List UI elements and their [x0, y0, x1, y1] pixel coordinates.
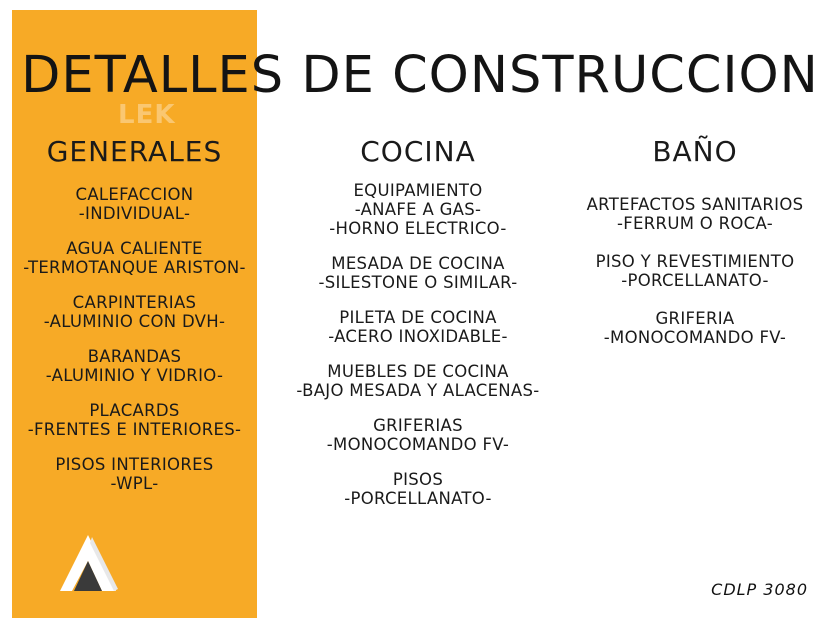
- spec-label: CARPINTERIAS: [72, 293, 197, 312]
- spec-value: -INDIVIDUAL-: [78, 204, 191, 223]
- spec-group: [268, 308, 568, 346]
- column-bano: [560, 135, 830, 366]
- column-cocina: [268, 135, 568, 524]
- spec-value: -PORCELLANATO-: [621, 271, 769, 290]
- spec-group: [268, 181, 568, 238]
- footer-code: CDLP 3080: [711, 580, 808, 599]
- spec-value: -MONOCOMANDO FV-: [603, 328, 787, 347]
- spec-value: -FRENTES E INTERIORES-: [27, 420, 242, 439]
- spec-group: [12, 185, 257, 223]
- spec-label: PISOS: [392, 470, 444, 489]
- spec-group: [560, 309, 830, 347]
- spec-label: MESADA DE COCINA: [331, 254, 505, 273]
- spec-value: -WPL-: [110, 474, 159, 493]
- column-generales: [12, 135, 257, 509]
- spec-label: GRIFERIAS: [373, 416, 463, 435]
- spec-value: -TERMOTANQUE ARISTON-: [23, 258, 246, 277]
- spec-group: [12, 401, 257, 439]
- spec-group: [12, 455, 257, 493]
- column-heading: BAÑO: [652, 135, 738, 168]
- spec-value: -PORCELLANATO-: [344, 489, 492, 508]
- spec-value: -SILESTONE O SIMILAR-: [318, 273, 518, 292]
- spec-group: [268, 362, 568, 400]
- spec-value: -ANAFE A GAS-: [354, 200, 482, 219]
- spec-label: MUEBLES DE COCINA: [327, 362, 509, 381]
- spec-value: -HORNO ELECTRICO-: [329, 219, 507, 238]
- page-title: DETALLES DE CONSTRUCCION: [21, 46, 819, 105]
- spec-group: [12, 239, 257, 277]
- column-heading: GENERALES: [46, 135, 223, 168]
- spec-value: -FERRUM O ROCA-: [617, 214, 773, 233]
- spec-value: -ALUMINIO Y VIDRIO-: [45, 366, 224, 385]
- spec-label: PILETA DE COCINA: [339, 308, 497, 327]
- spec-label: AGUA CALIENTE: [66, 239, 203, 258]
- spec-group: [560, 195, 830, 233]
- spec-label: ARTEFACTOS SANITARIOS: [586, 195, 804, 214]
- watermark-text: LEK: [118, 100, 176, 130]
- spec-label: PISO Y REVESTIMIENTO: [595, 252, 795, 271]
- spec-label: CALEFACCION: [75, 185, 194, 204]
- spec-value: -ALUMINIO CON DVH-: [43, 312, 226, 331]
- spec-value: -BAJO MESADA Y ALACENAS-: [296, 381, 540, 400]
- spec-label: PISOS INTERIORES: [55, 455, 214, 474]
- spec-label: GRIFERIA: [655, 309, 735, 328]
- spec-label: EQUIPAMIENTO: [353, 181, 483, 200]
- spec-group: [268, 416, 568, 454]
- spec-group: [12, 293, 257, 331]
- spec-value: -MONOCOMANDO FV-: [326, 435, 510, 454]
- spec-group: [12, 347, 257, 385]
- spec-group: [268, 254, 568, 292]
- spec-value: -ACERO INOXIDABLE-: [328, 327, 508, 346]
- spec-group: [560, 252, 830, 290]
- brand-logo-icon: [58, 533, 120, 595]
- spec-label: PLACARDS: [89, 401, 180, 420]
- spec-group: [268, 470, 568, 508]
- spec-label: BARANDAS: [87, 347, 182, 366]
- column-heading: COCINA: [360, 135, 476, 168]
